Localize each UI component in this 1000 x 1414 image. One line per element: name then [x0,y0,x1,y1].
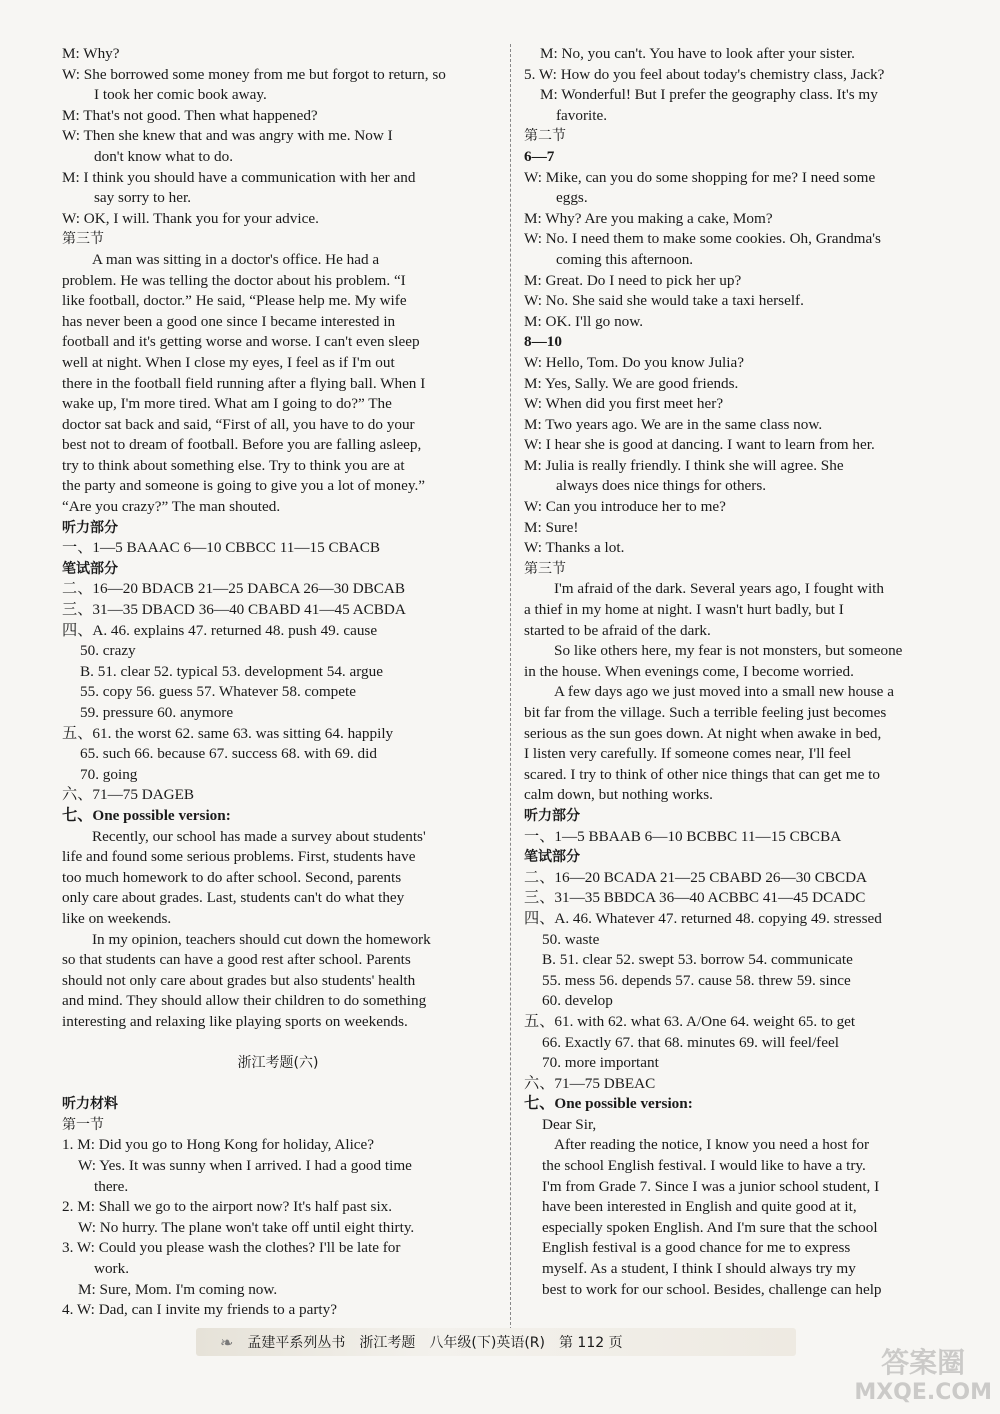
text-line: favorite. [556,106,608,124]
text-line: W: OK, I will. Thank you for your advice. [62,209,319,227]
text-line: coming this afternoon. [556,250,694,268]
text-line: like football, doctor.” He said, “Please help me. My wife [62,292,407,310]
watermark-line1: 答案圈 [881,1346,966,1379]
text-line: 50. waste [542,930,600,948]
text-line [62,1074,494,1095]
text-line: try to think about something else. Try to think you are at [62,456,405,474]
footer-book: 浙江考题 [359,1335,416,1351]
text-line: 三、31—35 BBDCA 36—40 ACBBC 41—45 DCADC [524,889,866,907]
text-line: work. [94,1260,130,1278]
text-line: Dear Sir, [542,1115,597,1133]
text-line: I listen very carefully. If someone comes near, I'll feel [524,745,852,763]
text-line: always does nice things for others. [556,477,767,495]
text-line: only care about grades. Last, students can't do what they [62,889,405,907]
text-line: a thief in my home at night. I wasn't hurt badly, but I [524,601,844,619]
text-line: M: Sure, Mom. I'm coming now. [78,1280,278,1298]
watermark-logo [854,1348,992,1408]
text-line: best not to dream of football. Before you are falling asleep, [62,436,422,454]
text-line: wake up, I'm more tired. What am I going to do?” The [62,395,392,413]
text-line: 五、61. the worst 62. same 63. was sitting 64. happily [62,724,394,742]
text-line: In my opinion, teachers should cut down the homework [92,930,431,948]
text-line: W: I hear she is good at dancing. I want to learn from her. [524,436,875,454]
text-line: doctor sat back and said, “First of all, you have to do your [62,415,415,433]
text-line: 65. such 66. because 67. success 68. with 69. did [80,745,377,763]
text-line: don't know what to do. [94,147,233,165]
text-line: well at night. When I close my eyes, I feel as if I'm out [62,353,395,371]
left-column [62,44,494,1321]
text-line: calm down, but nothing works. [524,786,713,804]
text-line: M: Julia is really friendly. I think she will agree. She [524,456,844,474]
text-line: problem. He was telling the doctor about his problem. “I [62,271,406,289]
text-line: W: Mike, can you do some shopping for me? I need some [524,168,876,186]
text-line: 1. M: Did you go to Hong Kong for holiday, Alice? [62,1136,375,1154]
text-line: 59. pressure 60. anymore [80,704,234,721]
text-line: English festival is a good chance for me to express [542,1239,851,1257]
footer-page-number: 第 112 页 [558,1335,623,1351]
text-line: W: When did you first meet her? [524,395,724,413]
column-divider [510,44,511,1330]
text-line: W: No. She said she would take a taxi herself. [524,292,804,310]
text-line: W: Hello, Tom. Do you know Julia? [524,353,744,371]
text-line: 3. W: Could you please wash the clothes? I'll be late for [62,1239,401,1257]
text-line: 一、1—5 BBAAB 6—10 BCBBC 11—15 CBCBA [524,827,842,845]
text-line: 55. mess 56. depends 57. cause 58. threw 59. since [542,971,851,989]
text-line: B. 51. clear 52. swept 53. borrow 54. communicate [542,951,853,969]
text-line: W: No. I need them to make some cookies. Oh, Grandma's [524,230,881,248]
text-line: 七、One possible version: [62,806,231,824]
text-line: 一、1—5 BAAAC 6—10 CBBCC 11—15 CBACB [62,539,381,557]
text-line: M: That's not good. Then what happened? [62,106,318,124]
text-line: M: I think you should have a communication with her and [62,168,416,186]
text-line: 笔试部分 [62,560,118,577]
text-line: W: No hurry. The plane won't take off until eight thirty. [78,1218,415,1236]
text-line: 第一节 [62,1116,104,1133]
text-line: have been interested in English and quite good at it, [542,1198,857,1216]
text-line: 听力材料 [62,1096,118,1113]
text-line: life and found some serious problems. First, students have [62,848,416,866]
leaf-ornament-icon: ❧ [220,1332,234,1352]
text-line: M: Why? [62,45,120,62]
text-line: bit far from the village. Such a terrible feeling just becomes [524,704,887,721]
text-line: the school English festival. I would like to have a try. [542,1157,866,1175]
text-line: so that students can have a good rest after school. Parents [62,951,411,969]
text-line: W: Can you introduce her to me? [524,498,726,516]
text-line: So like others here, my fear is not monsters, but someone [554,642,903,660]
text-line: I'm afraid of the dark. Several years ago, I fought with [554,580,884,598]
text-line: 五、61. with 62. what 63. A/One 64. weight 65. to get [524,1012,856,1030]
text-line: say sorry to her. [94,189,192,207]
text-line: too much homework to do after school. Second, parents [62,868,402,886]
text-line: 笔试部分 [524,849,580,866]
text-line: 四、A. 46. explains 47. returned 48. push 49. cause [62,621,378,639]
text-line: there in the football field running after a flying ball. When I [62,374,426,392]
text-line: M: Great. Do I need to pick her up? [524,271,742,289]
text-line: M: Why? Are you making a cake, Mom? [524,209,773,227]
text-line: M: Wonderful! But I prefer the geography class. It's my [540,86,878,104]
text-line: M: Two years ago. We are in the same class now. [524,415,823,433]
text-line: W: Then she knew that and was angry with me. Now I [62,127,393,145]
text-line: 四、A. 46. Whatever 47. returned 48. copying 49. stressed [524,909,882,927]
right-column [524,44,954,1300]
text-line: 8—10 [524,333,562,351]
text-line: scared. I try to think of other nice things that can get me to [524,765,880,783]
text-line: 六、71—75 DBEAC [524,1074,656,1092]
text-line: A few days ago we just moved into a small new house a [554,683,894,701]
text-line: 听力部分 [62,519,118,536]
text-line: 浙江考题(六) [237,1055,319,1072]
text-line: M: OK. I'll go now. [524,312,644,330]
text-line: M: No, you can't. You have to look after your sister. [540,45,855,62]
text-line: 70. more important [542,1054,659,1072]
text-line: 七、One possible version: [524,1095,693,1113]
text-line: 第三节 [62,231,104,248]
text-line: there. [94,1177,129,1195]
text-line: 六、71—75 DAGEB [62,786,195,804]
text-line: best to work for our school. Besides, challenge can help [542,1280,882,1298]
text-line: myself. As a student, I think I should always try my [542,1260,856,1278]
text-line: eggs. [556,189,588,207]
text-line: football and it's getting worse and worse. I can't even sleep [62,333,420,351]
text-line: “Are you crazy?” The man shouted. [62,498,281,516]
text-line [62,1033,494,1054]
text-line: 70. going [80,765,138,783]
text-line: 2. M: Shall we go to the airport now? It's half past six. [62,1198,393,1216]
text-line: 三、31—35 DBACD 36—40 CBABD 41—45 ACBDA [62,601,406,619]
text-line: 第三节 [524,560,566,577]
text-line: After reading the notice, I know you need a host for [554,1136,870,1154]
text-line: 二、16—20 BCADA 21—25 CBABD 26—30 CBCDA [524,868,868,886]
text-line: 66. Exactly 67. that 68. minutes 69. will feel/feel [542,1033,839,1051]
text-line: started to be afraid of the dark. [524,621,711,639]
text-line: Recently, our school has made a survey about students' [92,827,426,845]
page-footer [196,1328,796,1356]
text-line: 60. develop [542,992,613,1010]
text-line: B. 51. clear 52. typical 53. development 54. argue [80,662,383,680]
text-line: 4. W: Dad, can I invite my friends to a party? [62,1301,337,1319]
text-line: M: Sure! [524,518,579,536]
text-line: 二、16—20 BDACB 21—25 DABCA 26—30 DBCAB [62,580,406,598]
footer-grade-subject: 八年级(下)英语(R) [429,1335,545,1351]
text-line: W: She borrowed some money from me but forgot to return, so [62,65,446,83]
text-line: serious as the sun goes down. At night when awake in bed, [524,724,882,742]
text-line: 5. W: How do you feel about today's chemistry class, Jack? [524,65,885,83]
text-line: interesting and relaxing like playing sports on weekends. [62,1012,408,1030]
text-line: A man was sitting in a doctor's office. He had a [92,250,380,268]
text-line: 50. crazy [80,642,136,660]
footer-series: 孟建平系列丛书 [247,1335,346,1351]
text-line: M: Yes, Sally. We are good friends. [524,374,739,392]
text-line: and mind. They should allow their children to do something [62,992,427,1010]
text-line: especially spoken English. And I'm sure that the school [542,1218,878,1236]
text-line: 55. copy 56. guess 57. Whatever 58. compete [80,683,356,701]
watermark-line2: MXQE.COM [854,1380,992,1405]
text-line: the party and someone is going to give you a lot of money.” [62,477,426,495]
text-line: like on weekends. [62,909,172,927]
text-line: 第二节 [524,128,566,145]
text-line: 6—7 [524,147,555,165]
text-line: I'm from Grade 7. Since I was a junior school student, I [542,1177,880,1195]
text-line: 听力部分 [524,807,580,824]
text-line: I took her comic book away. [94,86,267,104]
text-line: W: Thanks a lot. [524,539,625,557]
text-line: should not only care about grades but also students' health [62,971,416,989]
text-line: W: Yes. It was sunny when I arrived. I had a good time [78,1157,412,1175]
text-line: has never been a good one since I became interested in [62,312,396,330]
text-line: in the house. When evenings come, I become worried. [524,662,854,680]
